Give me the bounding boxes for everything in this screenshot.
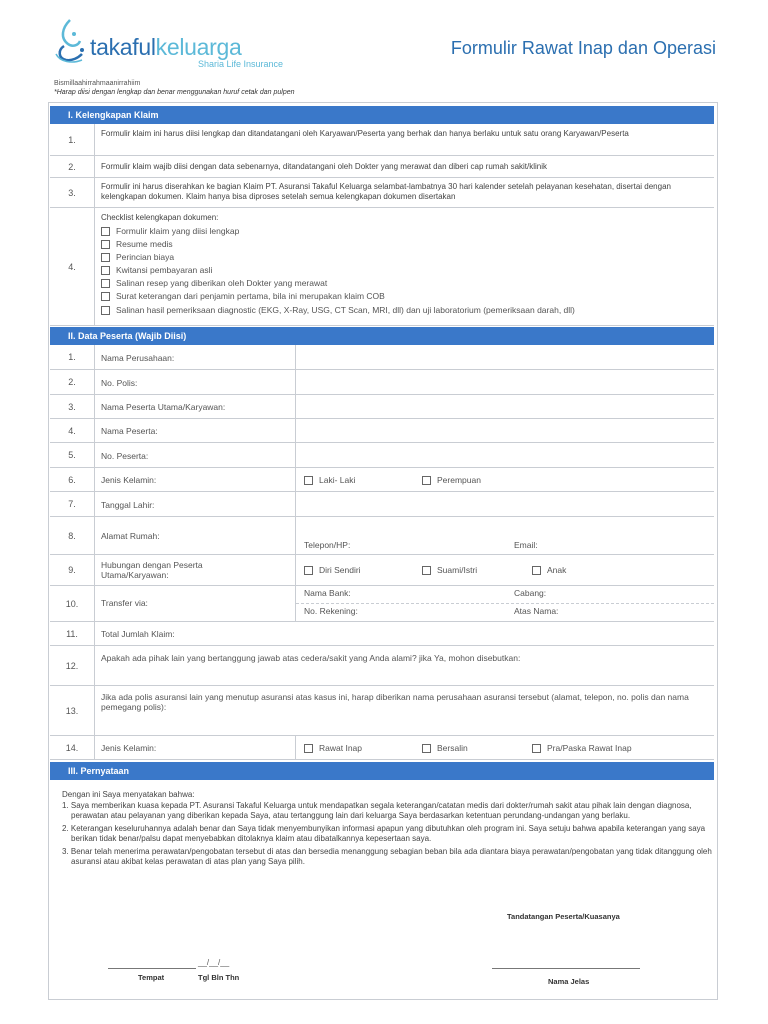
row-number: 9. (50, 555, 95, 585)
checklist-item[interactable]: Kwitansi pembayaran asli (101, 265, 212, 275)
statement-body (62, 790, 712, 868)
claim-rule-text: Formulir klaim wajib diisi dengan data sebenarnya, ditandatangani oleh Dokter yang merawat dan diberi cap rumah sakit/klinik (101, 162, 548, 171)
participant-row-7 (50, 492, 714, 517)
row-number: 6. (50, 468, 95, 491)
relation-self-option[interactable]: Diri Sendiri (304, 565, 361, 575)
checkbox[interactable] (101, 306, 110, 315)
checklist-item[interactable]: Formulir klaim yang diisi lengkap (101, 226, 239, 236)
claim-row-3 (50, 178, 714, 208)
participant-row-12 (50, 646, 714, 686)
field-label: Jika ada polis asuransi lain yang menutup asuransi atas kasus ini, harap diberikan nama perusahaan asuransi tersebut (alamat, telepon, no. polis dan nama pemegang polis): (101, 692, 689, 712)
participant-row-6 (50, 468, 714, 492)
relation-child-option[interactable]: Anak (532, 565, 566, 575)
company-name-field[interactable] (296, 345, 714, 369)
participant-row-9 (50, 555, 714, 586)
participant-row-10 (50, 586, 714, 622)
claim-rule-text: Formulir ini harus diserahkan ke bagian Klaim PT. Asuransi Takaful Keluarga selambat-lambatnya 30 hari kalender setelah pelayanan kesehatan, disertai dengan kelengkapan dokumen. Klaim hanya bisa diproses setelah semua kelengkapan dokumen disertakan (101, 182, 671, 201)
brand-name: takafulkeluarga (90, 34, 242, 60)
participant-row-13 (50, 686, 714, 736)
row-number: 1. (50, 124, 95, 155)
field-label: Jenis Kelamin: (101, 743, 157, 753)
gender-male-option[interactable]: Laki- Laki (304, 475, 355, 485)
bank-name-label: Nama Bank: (304, 588, 351, 598)
main-participant-field[interactable] (296, 395, 714, 418)
checkbox[interactable] (101, 279, 110, 288)
instruction-text: *Harap diisi dengan lengkap dan benar menggunakan huruf cetak dan pulpen (54, 89, 295, 96)
row-number: 7. (50, 492, 95, 516)
account-number-label: No. Rekening: (304, 606, 358, 616)
checkbox[interactable] (101, 253, 110, 262)
section-3-header: III. Pernyataan (50, 762, 714, 780)
field-label: Alamat Rumah: (101, 531, 160, 541)
participant-name-field[interactable] (296, 419, 714, 442)
checkbox[interactable] (101, 292, 110, 301)
full-name-label: Nama Jelas (548, 977, 590, 986)
brand-subtitle: Sharia Life Insurance (198, 59, 284, 69)
claim-rule-text: Formulir klaim ini harus diisi lengkap dan ditandatangani oleh Karyawan/Peserta yang berhak dan hanya berlaku untuk satu orang Karyawan/Peserta (101, 129, 629, 138)
section-2-header: II. Data Peserta (Wajib Diisi) (50, 327, 714, 345)
row-number: 8. (50, 517, 95, 554)
checklist-item[interactable]: Perincian biaya (101, 252, 174, 262)
claim-row-4 (50, 208, 714, 326)
checkbox[interactable] (101, 266, 110, 275)
statement-item: 3. Benar telah menerima perawatan/pengobatan tersebut di atas dan bersedia menanggung sebagian beban bila ada diantara biaya perawatan/pengobatan yang tidak ditanggung oleh asuransi atau akibat kelas perawatan di atas plan yang Saya pilih. (62, 846, 712, 866)
signature-label: Tandatangan Peserta/Kuasanya (507, 912, 620, 921)
checkbox[interactable] (101, 240, 110, 249)
field-label: Apakah ada pihak lain yang bertanggung jawab atas cedera/sakit yang Anda alami? jika Ya, mohon disebutkan: (101, 653, 521, 663)
row-number: 3. (50, 395, 95, 418)
participant-row-4 (50, 419, 714, 443)
phone-label: Telepon/HP: (304, 540, 351, 550)
row-number: 4. (50, 419, 95, 442)
checkbox[interactable] (101, 227, 110, 236)
row-number: 3. (50, 178, 95, 207)
branch-label: Cabang: (514, 588, 547, 598)
birth-date-field[interactable] (296, 492, 714, 516)
row-number: 2. (50, 156, 95, 177)
checklist-title: Checklist kelengkapan dokumen: (101, 213, 219, 222)
place-line[interactable] (108, 968, 196, 969)
row-number: 5. (50, 443, 95, 467)
section-1-header: I. Kelengkapan Klaim (50, 106, 714, 124)
checklist-item[interactable]: Salinan resep yang diberikan oleh Dokter yang merawat (101, 278, 327, 288)
participant-row-2 (50, 370, 714, 395)
checklist-item[interactable]: Surat keterangan dari penjamin pertama, bila ini merupakan klaim COB (101, 291, 385, 301)
checkbox[interactable] (532, 566, 541, 575)
row-number: 1. (50, 345, 95, 369)
row-number: 13. (50, 686, 95, 735)
field-label: Jenis Kelamin: (101, 475, 157, 485)
participant-row-3 (50, 395, 714, 419)
row-number: 4. (50, 208, 95, 325)
participant-row-11 (50, 622, 714, 646)
claim-row-2 (50, 156, 714, 178)
row-number: 10. (50, 586, 95, 621)
participant-row-5 (50, 443, 714, 468)
field-label: No. Polis: (101, 378, 138, 388)
maternity-option[interactable]: Bersalin (422, 743, 468, 753)
form-title: Formulir Rawat Inap dan Operasi (450, 38, 716, 58)
relation-spouse-option[interactable]: Suami/Istri (422, 565, 477, 575)
checkbox[interactable] (304, 744, 313, 753)
checklist-item[interactable]: Salinan hasil pemeriksaan diagnostic (EKG, X-Ray, USG, CT Scan, MRI, dll) dan uji laboratorium (pemeriksaan darah, dll) (101, 305, 575, 315)
field-label: Transfer via: (101, 598, 148, 608)
logo-emblem-icon (52, 16, 92, 66)
field-label: Tanggal Lahir: (101, 500, 155, 510)
checkbox[interactable] (422, 476, 431, 485)
participant-row-14 (50, 736, 714, 760)
statement-item: 1. Saya memberikan kuasa kepada PT. Asuransi Takaful Keluarga untuk mendapatkan segala keterangan/catatan medis dari dokter/rumah sakit atau pihak lain dengan diagnosa, perawatan atau pelayanan yang diberikan kepada Saya, atau tertanggung lain dari keluarga Saya berdasarkan ketentuan perundang-undangan yang berlaku. (62, 800, 692, 820)
gender-female-option[interactable]: Perempuan (422, 475, 481, 485)
field-label: Nama Peserta: (101, 426, 158, 436)
account-name-label: Atas Nama: (514, 606, 559, 616)
participant-number-field[interactable] (296, 443, 714, 467)
row-number: 11. (50, 622, 95, 645)
statement-item: 2. Keterangan keseluruhannya adalah benar dan Saya tidak menyembunyikan informasi apapun yang dibutuhkan oleh program ini. Saya setuju bahwa apabila keterangan yang saya berikan tidak benar/palsu dapat menyebabkan ditolaknya klaim atau dibatalkannya kepesertaan saya. (62, 823, 706, 843)
claim-row-1 (50, 124, 714, 156)
field-label: Total Jumlah Klaim: (101, 629, 175, 639)
place-label: Tempat (138, 973, 165, 982)
policy-number-field[interactable] (296, 370, 714, 394)
checkbox[interactable] (304, 476, 313, 485)
signature-line[interactable] (492, 968, 640, 969)
checkbox[interactable] (304, 566, 313, 575)
row-number: 14. (50, 736, 95, 759)
checkbox[interactable] (532, 744, 541, 753)
date-slashes[interactable]: __/__/__ (198, 958, 230, 967)
field-label: Hubungan dengan Peserta Utama/Karyawan: (101, 560, 203, 580)
participant-row-1 (50, 345, 714, 370)
row-number: 12. (50, 646, 95, 685)
participant-row-8 (50, 517, 714, 555)
email-label: Email: (514, 540, 538, 550)
field-label: No. Peserta: (101, 451, 149, 461)
checkbox[interactable] (422, 566, 431, 575)
field-label: Nama Peserta Utama/Karyawan: (101, 402, 226, 412)
pre-post-inpatient-option[interactable]: Pra/Paska Rawat Inap (532, 743, 632, 753)
inpatient-option[interactable]: Rawat Inap (304, 743, 362, 753)
bismillah-text: Bismillaahirrahmaanirrahiim (54, 80, 141, 87)
checkbox[interactable] (422, 744, 431, 753)
row-number: 2. (50, 370, 95, 394)
company-logo (52, 14, 282, 74)
field-label: Nama Perusahaan: (101, 353, 175, 363)
checklist-item[interactable]: Resume medis (101, 239, 173, 249)
statement-intro: Dengan ini Saya menyatakan bahwa: (62, 790, 195, 799)
date-label: Tgl Bln Thn (198, 973, 240, 982)
